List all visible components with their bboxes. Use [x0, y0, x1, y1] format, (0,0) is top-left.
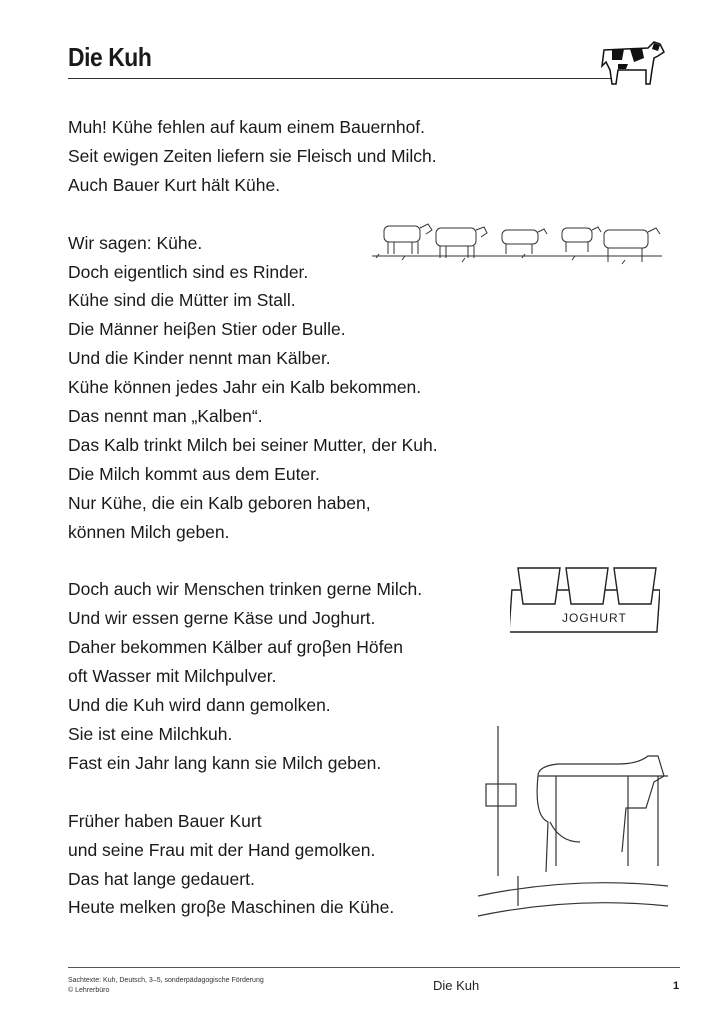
footer-rule	[68, 967, 680, 968]
paragraph-4	[68, 807, 438, 923]
text-line: Und die Kuh wird dann gemolken.	[68, 695, 331, 716]
cow-logo-icon	[598, 36, 668, 88]
text-line: Kühe sind die Mütter im Stall.	[68, 290, 296, 311]
text-line: Kühe können jedes Jahr ein Kalb bekommen.	[68, 377, 422, 398]
footer-title: Die Kuh	[433, 978, 480, 993]
footer-source	[68, 976, 264, 996]
text-line: Seit ewigen Zeiten liefern sie Fleisch und Milch.	[68, 145, 437, 166]
text-line: Doch auch wir Menschen trinken gerne Milch.	[68, 579, 423, 600]
yoghurt-illustration	[510, 560, 660, 640]
page-title: Die Kuh	[68, 42, 152, 72]
text-line: Das hat lange gedauert.	[68, 868, 255, 889]
footer-copyright: © Lehrerbüro	[68, 987, 110, 994]
yoghurt-label: JOGHURT	[562, 611, 627, 625]
text-line: Auch Bauer Kurt hält Kühe.	[68, 174, 281, 195]
text-line: Die Männer heiβen Stier oder Bulle.	[68, 319, 346, 340]
text-line: und seine Frau mit der Hand gemolken.	[68, 839, 376, 860]
text-line: Wir sagen: Kühe.	[68, 232, 203, 253]
footer-source-line: Sachtexte: Kuh, Deutsch, 3–5, sonderpädagogische Förderung	[68, 977, 264, 984]
paragraph-3	[68, 575, 438, 777]
text-line: Muh! Kühe fehlen auf kaum einem Bauernhof.	[68, 117, 426, 137]
text-line: Das Kalb trinkt Milch bei seiner Mutter, der Kuh.	[68, 434, 438, 455]
paragraph-1	[68, 113, 438, 200]
text-line: oft Wasser mit Milchpulver.	[68, 666, 277, 687]
text-line: können Milch geben.	[68, 521, 230, 542]
text-line: Das nennt man „Kalben“.	[68, 406, 263, 427]
text-line: Früher haben Bauer Kurt	[68, 810, 262, 831]
cow-herd-illustration	[372, 212, 662, 272]
milking-machine-illustration	[478, 726, 668, 926]
text-line: Daher bekommen Kälber auf groβen Höfen	[68, 637, 403, 658]
page-number: 1	[673, 980, 680, 992]
text-line: Und die Kinder nennt man Kälber.	[68, 348, 331, 369]
text-line: Heute melken groβe Maschinen die Kühe.	[68, 897, 395, 918]
text-line: Doch eigentlich sind es Rinder.	[68, 261, 309, 282]
text-line: Nur Kühe, die ein Kalb geboren haben,	[68, 492, 371, 513]
text-line: Sie ist eine Milchkuh.	[68, 724, 233, 744]
title-rule	[68, 78, 616, 79]
text-line: Und wir essen gerne Käse und Joghurt.	[68, 608, 376, 629]
text-line: Fast ein Jahr lang kann sie Milch geben.	[68, 752, 382, 773]
paragraph-2	[68, 229, 438, 547]
text-line: Die Milch kommt aus dem Euter.	[68, 463, 320, 484]
